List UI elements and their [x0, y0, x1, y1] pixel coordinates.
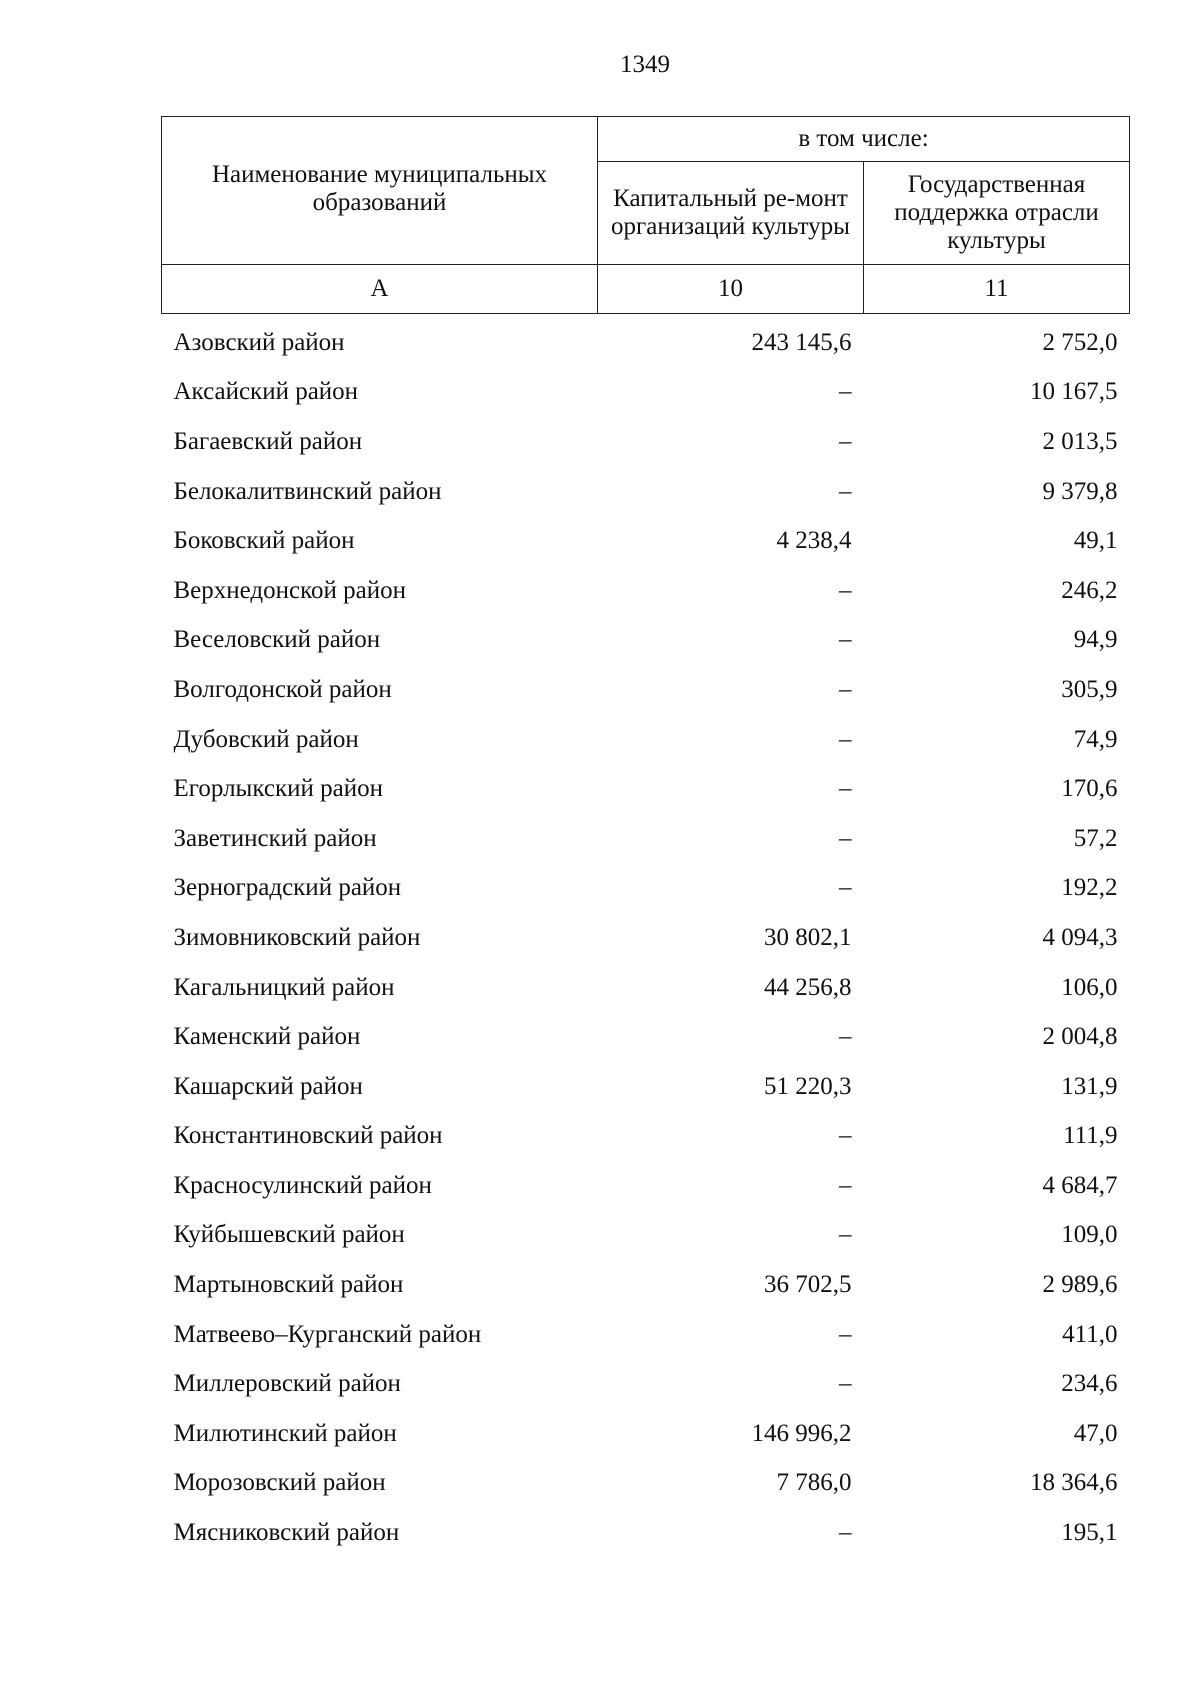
municipality-name-cell: Куйбышевский район: [173, 1221, 405, 1249]
state-support-cell: 74,9: [1073, 725, 1118, 753]
municipality-name-cell: Зимовниковский район: [173, 923, 421, 951]
table-row: [162, 1062, 1130, 1112]
state-support-cell: 131,9: [1061, 1072, 1118, 1100]
table-row: [162, 1409, 1130, 1459]
capital-repair-cell: –: [839, 1519, 852, 1547]
capital-repair-cell: –: [839, 427, 852, 455]
table-row: [162, 368, 1130, 418]
table-row: [162, 566, 1130, 616]
municipality-name-cell: Кашарский район: [173, 1072, 363, 1100]
state-support-cell: 246,2: [1061, 576, 1118, 604]
state-support-cell: 4 684,7: [1042, 1171, 1118, 1199]
state-support-cell: 192,2: [1061, 874, 1118, 902]
capital-repair-cell: –: [839, 576, 852, 604]
capital-repair-cell: –: [839, 824, 852, 852]
state-support-cell: 18 364,6: [1030, 1469, 1118, 1497]
municipality-name-cell: Красносулинский район: [173, 1171, 432, 1199]
municipality-name-cell: Константиновский район: [173, 1122, 443, 1150]
municipality-name-cell: Мартыновский район: [173, 1271, 404, 1299]
municipality-name-cell: Егорлыкский район: [173, 775, 383, 803]
municipality-name-cell: Верхнедонской район: [173, 576, 406, 604]
state-support-cell: 49,1: [1073, 527, 1118, 555]
capital-repair-cell: –: [839, 725, 852, 753]
header-index-a: А: [162, 265, 598, 314]
state-support-cell: 305,9: [1061, 675, 1118, 703]
table-row: [162, 715, 1130, 765]
capital-repair-cell: –: [839, 1320, 852, 1348]
municipality-name-cell: Белокалитвинский район: [173, 477, 442, 505]
table-row: [162, 1359, 1130, 1409]
header-municipality-name: Наименование муниципальных образований: [162, 117, 598, 265]
state-support-cell: 2 013,5: [1042, 427, 1118, 455]
municipality-name-cell: Милютинский район: [173, 1419, 397, 1447]
municipality-name-cell: Миллеровский район: [173, 1370, 401, 1398]
header-capital-repair: Капитальный ре-монт организаций культуры: [598, 162, 864, 265]
municipality-name-cell: Морозовский район: [173, 1469, 386, 1497]
header-state-support: Государственная поддержка отрасли культуры: [864, 162, 1130, 265]
capital-repair-cell: 44 256,8: [764, 973, 852, 1001]
state-support-cell: 2 752,0: [1042, 328, 1118, 356]
capital-repair-cell: 51 220,3: [764, 1072, 852, 1100]
table-row: [162, 467, 1130, 517]
capital-repair-cell: –: [839, 1171, 852, 1199]
municipality-name-cell: Мясниковский район: [173, 1519, 400, 1547]
header-index-11: 11: [864, 265, 1130, 314]
capital-repair-cell: –: [839, 775, 852, 803]
page-number: 1349: [620, 51, 670, 78]
table-row: [162, 864, 1130, 914]
municipality-name-cell: Волгодонской район: [173, 675, 392, 703]
municipality-name-cell: Багаевский район: [173, 427, 363, 455]
municipality-name-cell: Зерноградский район: [173, 874, 402, 902]
capital-repair-cell: –: [839, 1023, 852, 1051]
table-row: [162, 1211, 1130, 1261]
table-row: [162, 417, 1130, 467]
capital-repair-cell: 146 996,2: [751, 1419, 852, 1447]
state-support-cell: 10 167,5: [1030, 378, 1118, 406]
state-support-cell: 109,0: [1061, 1221, 1118, 1249]
table-row: [162, 1260, 1130, 1310]
municipality-name-cell: Веселовский район: [173, 626, 381, 654]
capital-repair-cell: 30 802,1: [764, 923, 852, 951]
capital-repair-cell: –: [839, 1221, 852, 1249]
municipality-name-cell: Аксайский район: [173, 378, 359, 406]
state-support-cell: 9 379,8: [1042, 477, 1118, 505]
state-support-cell: 411,0: [1062, 1320, 1118, 1348]
state-support-cell: 2 989,6: [1042, 1271, 1118, 1299]
capital-repair-cell: –: [839, 1370, 852, 1398]
capital-repair-cell: –: [839, 1122, 852, 1150]
municipality-name-cell: Дубовский район: [173, 725, 359, 753]
capital-repair-cell: 36 702,5: [764, 1271, 852, 1299]
state-support-cell: 106,0: [1061, 973, 1118, 1001]
state-support-cell: 111,9: [1063, 1122, 1118, 1150]
table-row: [162, 1161, 1130, 1211]
municipality-name-cell: Заветинский район: [173, 824, 377, 852]
state-support-cell: 94,9: [1073, 626, 1118, 654]
header-index-10: 10: [598, 265, 864, 314]
state-support-cell: 4 094,3: [1042, 923, 1118, 951]
state-support-cell: 234,6: [1061, 1370, 1118, 1398]
table-body: [162, 314, 1130, 1558]
table-row: [162, 616, 1130, 666]
state-support-cell: 2 004,8: [1042, 1023, 1118, 1051]
municipality-name-cell: Каменский район: [173, 1023, 361, 1051]
state-support-cell: 47,0: [1073, 1419, 1118, 1447]
capital-repair-cell: –: [839, 874, 852, 902]
table-header: [162, 117, 1130, 314]
table-row: [162, 814, 1130, 864]
table-row: [162, 913, 1130, 963]
state-support-cell: 195,1: [1061, 1519, 1118, 1547]
table-row: [162, 1012, 1130, 1062]
municipality-name-cell: Кагальницкий район: [173, 973, 395, 1001]
header-group-including: в том числе:: [598, 117, 1130, 162]
capital-repair-cell: 4 238,4: [776, 527, 852, 555]
table-row: [162, 314, 1130, 368]
capital-repair-cell: –: [839, 626, 852, 654]
capital-repair-cell: –: [839, 477, 852, 505]
municipality-name-cell: Боковский район: [173, 527, 355, 555]
municipality-name-cell: Азовский район: [173, 328, 345, 356]
capital-repair-cell: 243 145,6: [751, 328, 852, 356]
table-row: [162, 1310, 1130, 1360]
state-support-cell: 170,6: [1061, 775, 1118, 803]
capital-repair-cell: –: [839, 378, 852, 406]
table-row: [162, 516, 1130, 566]
municipality-name-cell: Матвеево–Курганский район: [173, 1320, 482, 1348]
state-support-cell: 57,2: [1073, 824, 1118, 852]
table-row: [162, 1459, 1130, 1509]
capital-repair-cell: –: [839, 675, 852, 703]
table-row: [162, 764, 1130, 814]
budget-table: [161, 116, 1130, 1558]
table-row: [162, 665, 1130, 715]
table-row: [162, 1112, 1130, 1162]
table-row: [162, 1508, 1130, 1558]
capital-repair-cell: 7 786,0: [776, 1469, 852, 1497]
table-row: [162, 963, 1130, 1013]
